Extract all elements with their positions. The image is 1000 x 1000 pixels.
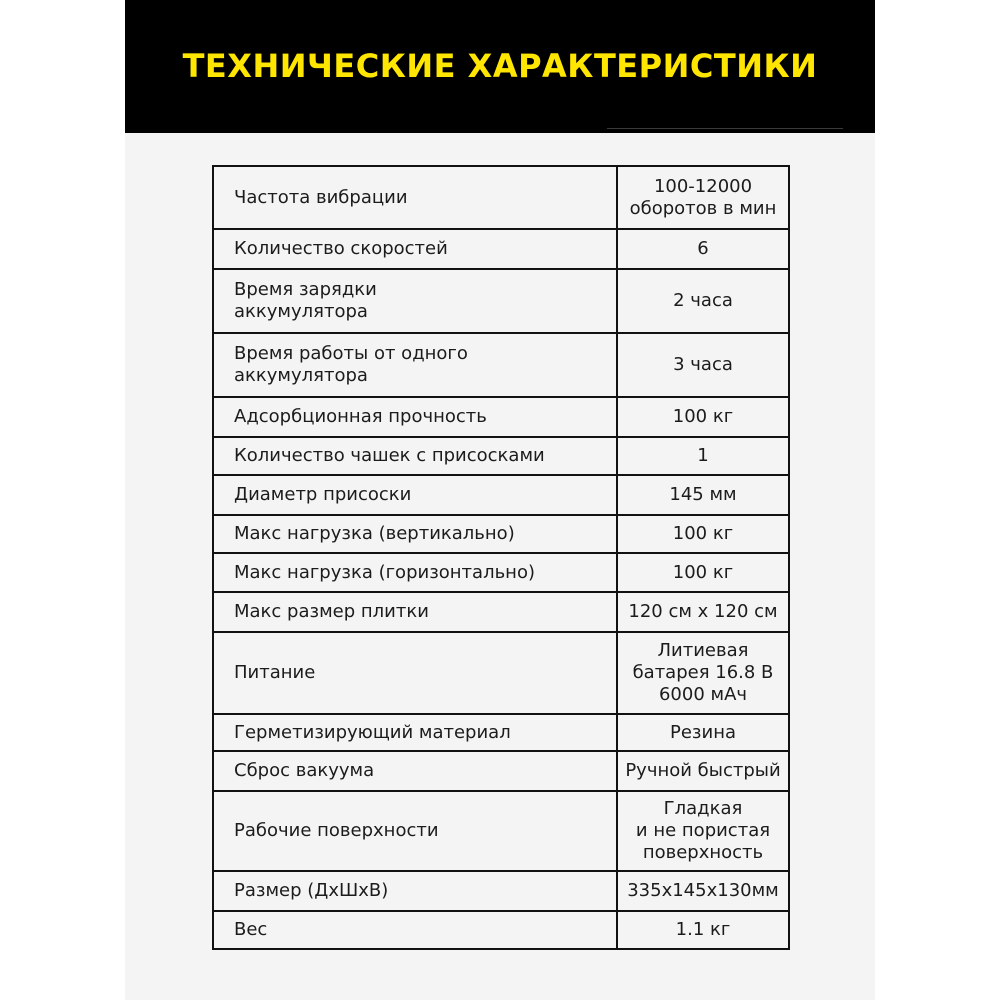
param-value: 100-12000 оборотов в мин [617, 166, 789, 229]
table-row [213, 515, 789, 553]
table-row [213, 333, 789, 397]
param-label: Частота вибрации [213, 166, 617, 229]
param-value: 100 кг [617, 397, 789, 437]
param-label: Время зарядки аккумулятора [213, 269, 617, 333]
param-label: Адсорбционная прочность [213, 397, 617, 437]
param-label: Макс размер плитки [213, 592, 617, 632]
table-row [213, 751, 789, 791]
param-value: Ручной быстрый [617, 751, 789, 791]
table-row [213, 553, 789, 592]
table-row [213, 592, 789, 632]
table-row [213, 397, 789, 437]
param-value: 1.1 кг [617, 911, 789, 949]
param-value: 2 часа [617, 269, 789, 333]
table-row [213, 714, 789, 751]
divider-line [607, 128, 843, 129]
param-label: Сброс вакуума [213, 751, 617, 791]
param-value: Литиевая батарея 16.8 В 6000 мАч [617, 632, 789, 714]
table-row [213, 269, 789, 333]
specifications-table [212, 165, 790, 950]
param-value: 335х145х130мм [617, 871, 789, 911]
page-title: ТЕХНИЧЕСКИЕ ХАРАКТЕРИСТИКИ [182, 46, 818, 85]
table-row [213, 475, 789, 515]
table-row [213, 791, 789, 871]
param-value: 1 [617, 437, 789, 475]
param-value: Резина [617, 714, 789, 751]
table-row [213, 871, 789, 911]
param-label: Время работы от одного аккумулятора [213, 333, 617, 397]
spec-sheet [125, 0, 875, 1000]
table-row [213, 229, 789, 269]
param-value: Гладкая и не пористая поверхность [617, 791, 789, 871]
param-label: Количество скоростей [213, 229, 617, 269]
param-value: 6 [617, 229, 789, 269]
param-label: Количество чашек с присосками [213, 437, 617, 475]
param-label: Макс нагрузка (горизонтально) [213, 553, 617, 592]
param-label: Диаметр присоски [213, 475, 617, 515]
table-row [213, 166, 789, 229]
param-value: 145 мм [617, 475, 789, 515]
header-band [125, 0, 875, 133]
param-value: 100 кг [617, 515, 789, 553]
param-label: Питание [213, 632, 617, 714]
param-label: Рабочие поверхности [213, 791, 617, 871]
param-label: Вес [213, 911, 617, 949]
param-value: 120 см х 120 см [617, 592, 789, 632]
param-label: Макс нагрузка (вертикально) [213, 515, 617, 553]
table-row [213, 911, 789, 949]
param-value: 3 часа [617, 333, 789, 397]
param-label: Герметизирующий материал [213, 714, 617, 751]
param-value: 100 кг [617, 553, 789, 592]
table-row [213, 437, 789, 475]
table-row [213, 632, 789, 714]
param-label: Размер (ДхШхВ) [213, 871, 617, 911]
